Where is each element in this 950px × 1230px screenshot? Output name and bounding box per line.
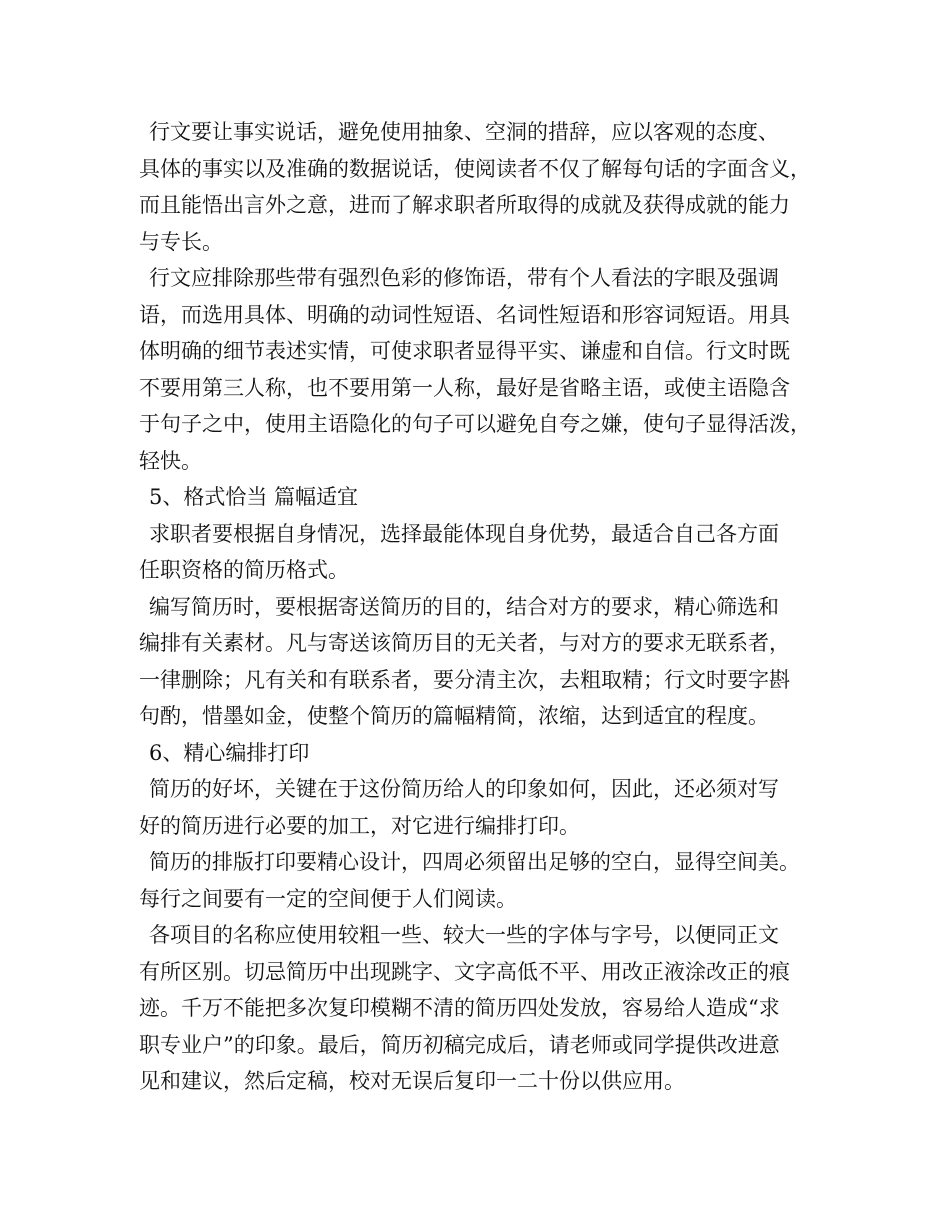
section-heading: 5、格式恰当 篇幅适宜 — [149, 485, 359, 509]
paragraph-line: 编排有关素材。凡与寄送该简历目的无关者，与对方的要求无联系者， — [139, 631, 790, 655]
section-heading: 6、精心编排打印 — [149, 740, 310, 765]
paragraph-line: 不要用第三人称，也不要用第一人称，最好是省略主语，或使主语隐含 — [139, 375, 790, 400]
paragraph-line: 求职者要根据自身情况，选择最能体现自身优势，最适合自己各方面 — [149, 521, 779, 546]
paragraph-line: 简历的好坏，关键在于这份简历给人的印象如何，因此，还必须对写 — [149, 777, 779, 801]
paragraph-line: 有所区别。切忌简历中出现跳字、文字高低不平、用改正液涂改正的痕 — [139, 959, 790, 984]
paragraph-line: 于句子之中，使用主语隐化的句子可以避免自夸之嫌，使句子显得活泼， — [139, 412, 811, 436]
paragraph-line: 好的简历进行必要的加工，对它进行编排打印。 — [139, 813, 580, 838]
paragraph-line: 编写简历时，要根据寄送简历的目的，结合对方的要求，精心筛选和 — [149, 594, 779, 619]
paragraph-line: 语，而选用具体、明确的动词性短语、名词性短语和形容词短语。用具 — [139, 302, 790, 327]
paragraph-line: 行文应排除那些带有强烈色彩的修饰语，带有个人看法的字眼及强调 — [149, 266, 779, 290]
paragraph-line: 迹。千万不能把多次复印模糊不清的简历四处发放，容易给人造成“求 — [139, 996, 780, 1020]
paragraph-line: 各项目的名称应使用较粗一些、较大一些的字体与字号，以便同正文 — [149, 923, 779, 947]
paragraph-line: 与专长。 — [139, 229, 223, 254]
paragraph-line: 而且能悟出言外之意，进而了解求职者所取得的成就及获得成就的能力 — [139, 193, 790, 217]
document-body — [139, 114, 839, 1100]
paragraph-line: 见和建议，然后定稿，校对无误后复印一二十份以供应用。 — [139, 1069, 685, 1093]
paragraph-line: 每行之间要有一定的空间便于人们阅读。 — [139, 886, 517, 911]
paragraph-line: 职专业户”的印象。最后，简历初稿完成后，请老师或同学提供改进意 — [139, 1032, 780, 1057]
paragraph-line: 一律删除；凡有关和有联系者，要分清主次，去粗取精；行文时要字斟 — [139, 667, 790, 692]
paragraph-line: 轻快。 — [139, 448, 202, 473]
paragraph-line: 任职资格的简历格式。 — [139, 558, 349, 582]
paragraph-line: 行文要让事实说话，避免使用抽象、空洞的措辞，应以客观的态度、 — [149, 120, 779, 144]
paragraph-line: 简历的排版打印要精心设计，四周必须留出足够的空白，显得空间美。 — [149, 850, 800, 874]
paragraph-line: 句酌，惜墨如金，使整个简历的篇幅精简，浓缩，达到适宜的程度。 — [139, 704, 769, 728]
paragraph-line: 体明确的细节表述实情，可使求职者显得平实、谦虚和自信。行文时既 — [139, 339, 790, 363]
paragraph-line: 具体的事实以及准确的数据说话，使阅读者不仅了解每句话的字面含义， — [139, 156, 811, 181]
